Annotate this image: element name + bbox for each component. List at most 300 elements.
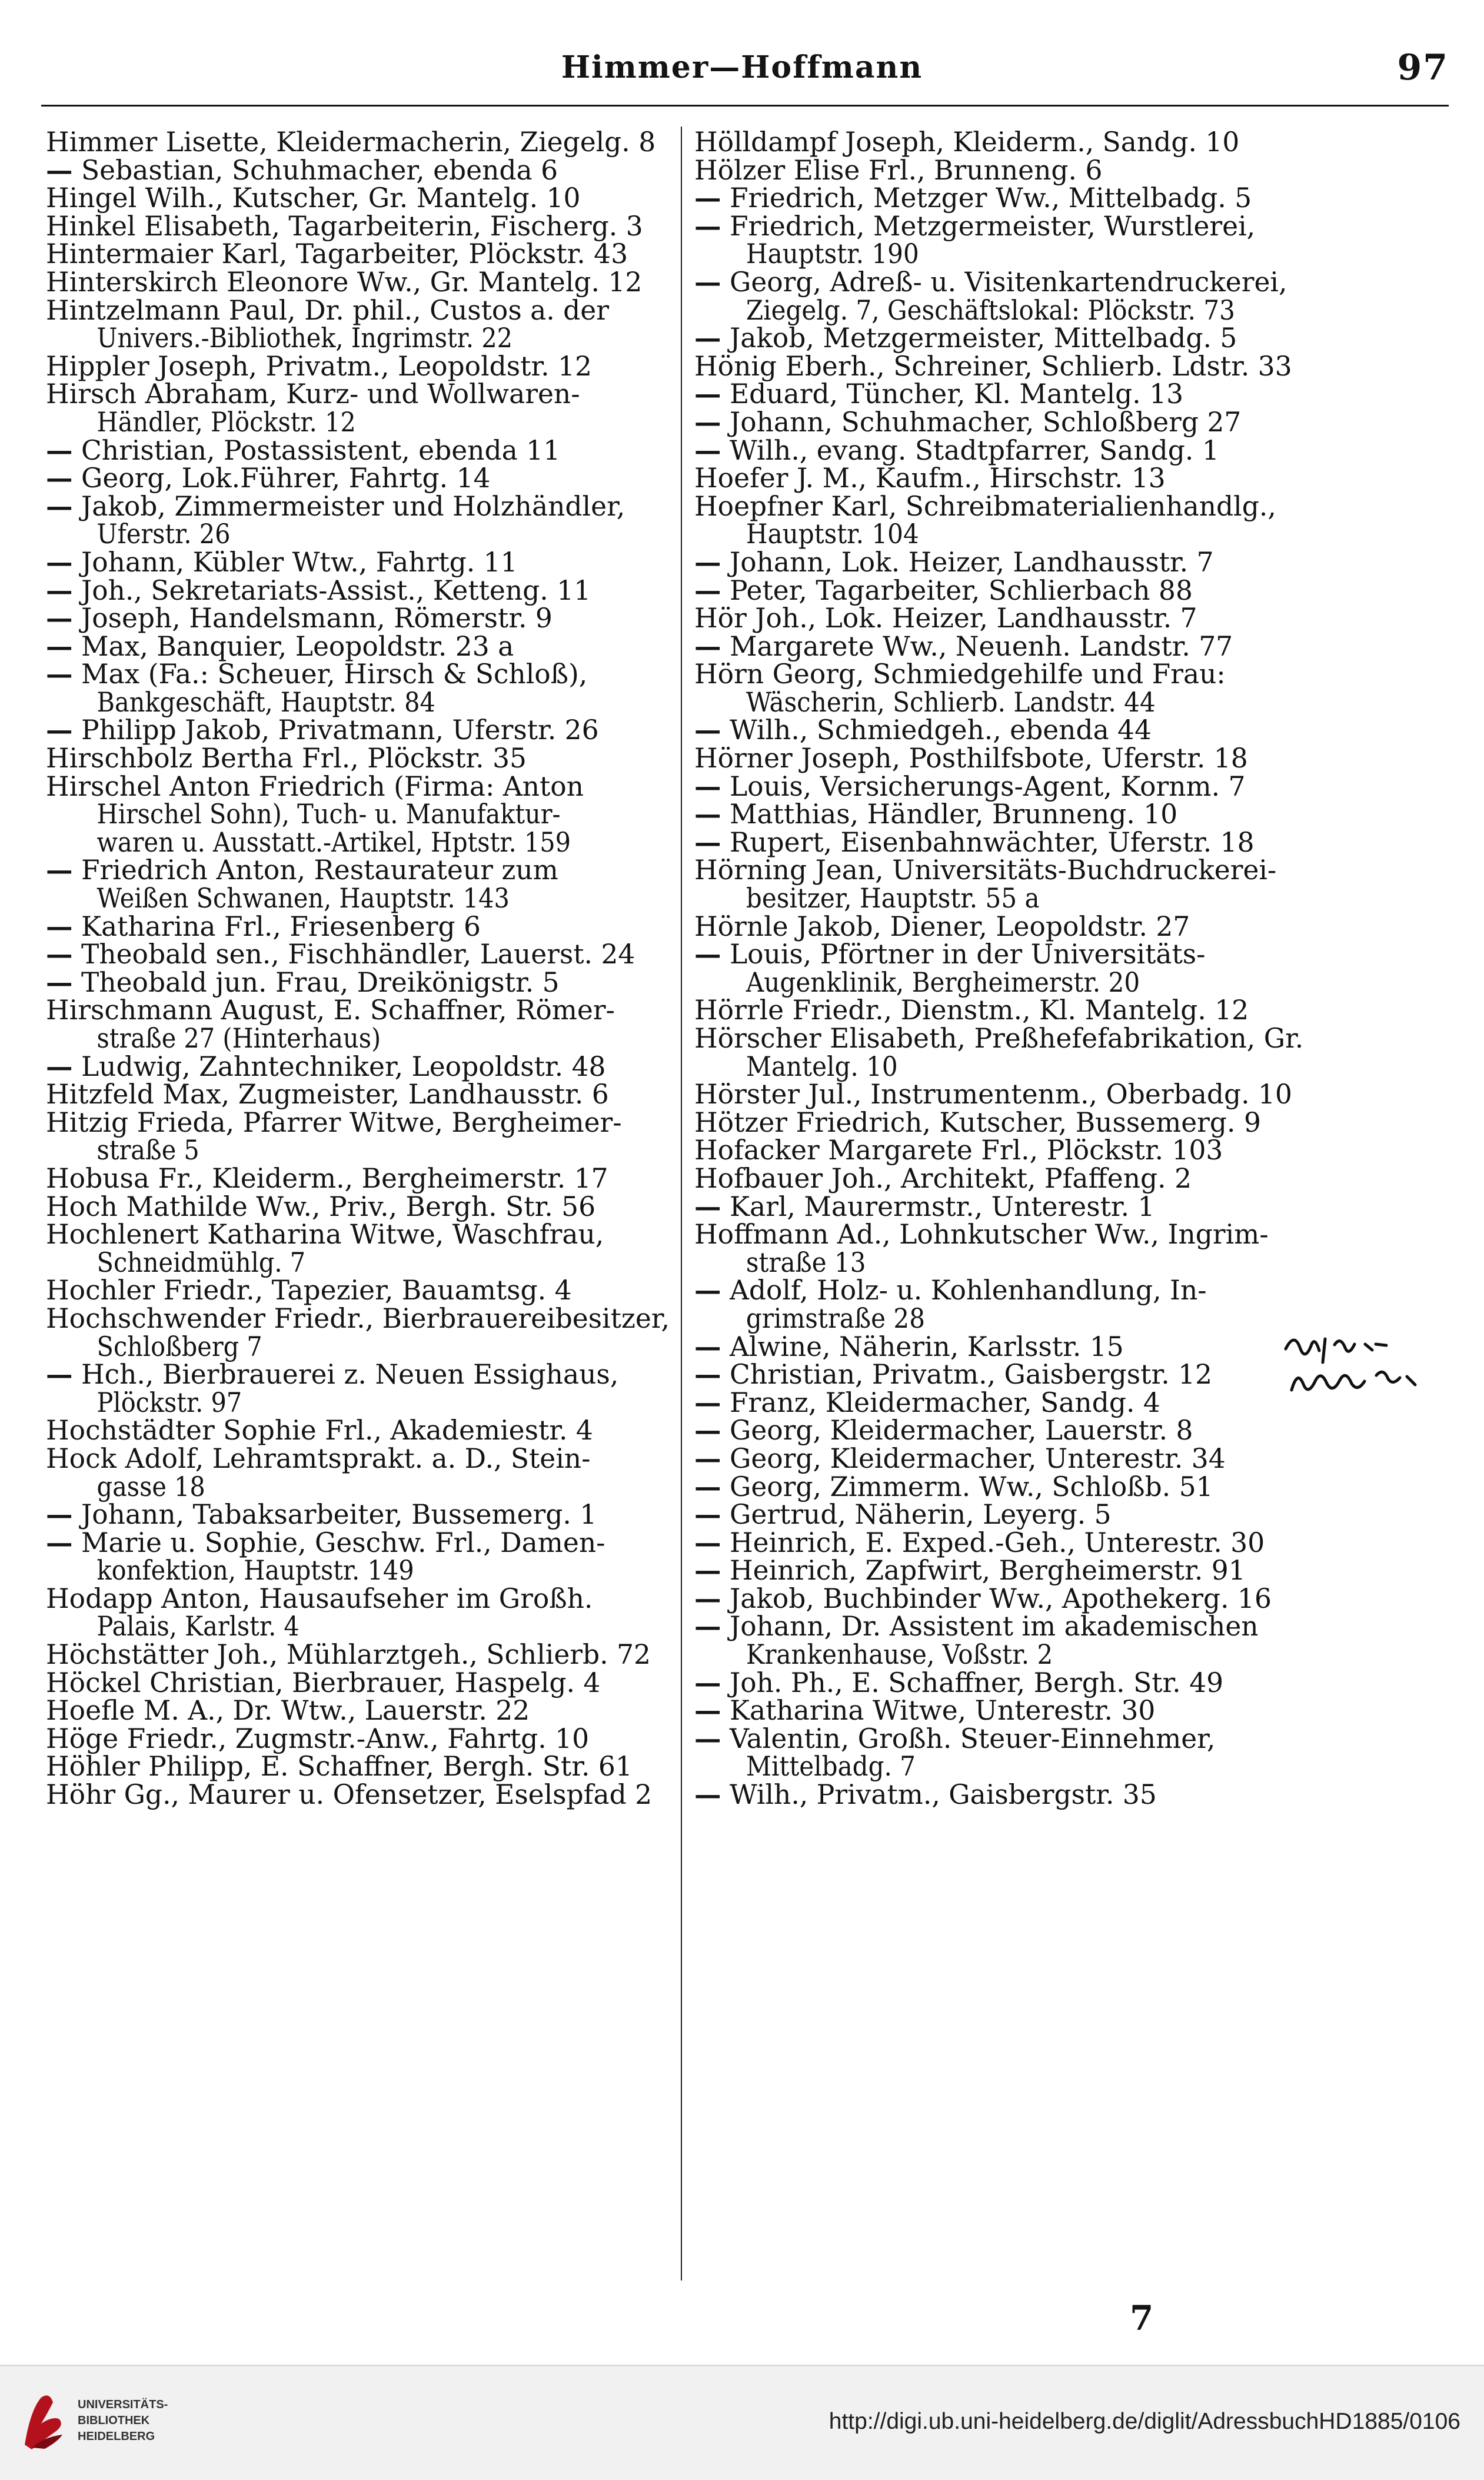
entry-line <box>694 1582 1442 1614</box>
directory-entry <box>46 1050 673 1082</box>
entry-text: Weißen Schwanen, Hauptstr. 143 <box>97 883 510 915</box>
entry-line <box>694 1610 1442 1643</box>
entry-text: Theobald sen., Fischhändler, Lauerst. 24 <box>81 939 635 970</box>
entry-line <box>46 856 673 885</box>
directory-entry <box>694 1694 1442 1727</box>
entry-text: Augenklinik, Bergheimerstr. 20 <box>746 966 1140 998</box>
entry-line <box>46 1106 673 1138</box>
directory-entry <box>694 405 1442 438</box>
entry-text: Hörn Georg, Schmiedgehilfe und Frau: <box>694 659 1226 690</box>
entry-line <box>694 490 1442 522</box>
entry-text: Hochschwender Friedr., Bierbrauereibesitzer, <box>46 1302 670 1334</box>
entry-line <box>46 1302 673 1334</box>
repeat-name-dash: — <box>694 938 721 970</box>
repeat-name-dash: — <box>46 602 73 634</box>
entry-text: Marie u. Sophie, Geschw. Frl., Damen- <box>81 1527 605 1558</box>
directory-entry <box>46 660 673 716</box>
directory-entry <box>46 1358 673 1418</box>
entry-line <box>46 464 673 493</box>
entry-continuation-line <box>46 1473 617 1501</box>
directory-entry <box>694 1470 1442 1502</box>
entry-text: gasse 18 <box>97 1471 205 1502</box>
entry-text: Hirsch Abraham, Kurz- und Wollwaren- <box>46 378 580 410</box>
entry-text: Adolf, Holz- u. Kohlenhandlung, In- <box>729 1275 1207 1307</box>
repeat-name-dash: — <box>694 1694 721 1727</box>
entry-line <box>46 548 673 577</box>
directory-entry <box>46 240 673 268</box>
directory-entry <box>694 1498 1442 1531</box>
directory-entry <box>694 1442 1442 1474</box>
directory-entry <box>694 154 1442 186</box>
signature-mark: 7 <box>1130 2298 1154 2338</box>
entry-line <box>694 1221 1442 1249</box>
entry-text: Hauptstr. 104 <box>746 518 919 550</box>
entry-continuation-line <box>46 324 617 353</box>
entry-continuation-line <box>46 1246 617 1278</box>
directory-entry <box>694 1025 1442 1081</box>
repeat-name-dash: — <box>694 770 721 802</box>
entry-line <box>694 154 1442 186</box>
left-column <box>46 128 673 1809</box>
entry-text: Wilh., Schmiedgeh., ebenda 44 <box>729 714 1152 746</box>
directory-entry <box>46 940 673 969</box>
entry-continuation-line <box>46 408 617 437</box>
entry-text: Georg, Kleidermacher, Lauerstr. 8 <box>729 1415 1193 1447</box>
entry-text: Katharina Witwe, Unterestr. 30 <box>729 1695 1156 1727</box>
directory-entry <box>46 604 673 633</box>
entry-text: Heinrich, Zapfwirt, Bergheimerstr. 91 <box>729 1555 1246 1587</box>
entry-text: Krankenhause, Voßstr. 2 <box>746 1639 1053 1671</box>
entry-line <box>694 1414 1442 1447</box>
entry-line <box>46 128 673 157</box>
entry-line <box>46 1417 673 1445</box>
entry-text: Hobusa Fr., Kleiderm., Bergheimerstr. 17 <box>46 1162 608 1194</box>
entry-line <box>694 800 1442 829</box>
repeat-name-dash: — <box>694 1778 721 1811</box>
entry-line <box>694 1778 1442 1811</box>
entry-text: Theobald jun. Frau, Dreikönigstr. 5 <box>81 966 560 998</box>
entry-line <box>46 910 673 942</box>
directory-entry <box>46 744 673 773</box>
directory-entry <box>694 800 1442 829</box>
repeat-name-dash: — <box>46 714 73 746</box>
entry-continuation-line <box>694 885 1386 913</box>
entry-text: Hirschmann August, E. Schaffner, Römer- <box>46 995 615 1026</box>
repeat-name-dash: — <box>46 966 73 998</box>
entry-continuation-line <box>46 800 617 829</box>
entry-text: Matthias, Händler, Brunneng. 10 <box>729 799 1178 830</box>
entry-text: Ludwig, Zahntechniker, Leopoldstr. 48 <box>81 1050 606 1082</box>
entry-line <box>46 184 673 212</box>
directory-entry <box>46 854 673 915</box>
repeat-name-dash: — <box>46 462 73 494</box>
repeat-name-dash: — <box>694 1554 721 1587</box>
entry-text: Hörnle Jakob, Diener, Leopoldstr. 27 <box>694 910 1190 942</box>
entry-line <box>46 490 673 522</box>
directory-entry <box>694 574 1442 606</box>
library-name-line: UNIVERSITÄTS- <box>78 2398 168 2411</box>
entry-text: Franz, Kleidermacher, Sandg. 4 <box>729 1387 1160 1418</box>
page-title: Himmer—Hoffmann <box>561 49 923 85</box>
header-rule <box>41 105 1449 107</box>
entry-text: Hoffmann Ad., Lohnkutscher Ww., Ingrim- <box>694 1219 1269 1251</box>
repeat-name-dash: — <box>694 1582 721 1614</box>
library-logo-icon <box>14 2389 73 2459</box>
entry-text: Hodapp Anton, Hausaufseher im Großh. <box>46 1583 593 1614</box>
column-divider <box>681 127 682 2280</box>
repeat-name-dash: — <box>694 630 721 662</box>
entry-line <box>46 660 673 689</box>
library-name <box>78 2397 168 2445</box>
entry-text: Max (Fa.: Scheuer, Hirsch & Schloß), <box>81 659 588 690</box>
entry-continuation-line <box>46 1333 617 1361</box>
entry-line <box>46 574 673 606</box>
entry-line <box>46 1697 673 1725</box>
entry-line <box>694 630 1442 662</box>
directory-entry <box>694 1722 1442 1783</box>
directory-entry <box>46 212 673 241</box>
directory-entry <box>46 380 673 436</box>
repeat-name-dash: — <box>694 1190 721 1222</box>
directory-entry <box>694 910 1442 942</box>
right-column <box>694 128 1442 1809</box>
entry-text: Hauptstr. 190 <box>746 238 919 270</box>
entry-text: Hirschbolz Bertha Frl., Plöckstr. 35 <box>46 743 527 774</box>
repeat-name-dash: — <box>694 1386 721 1418</box>
directory-entry <box>46 1162 673 1194</box>
repeat-name-dash: — <box>694 182 721 214</box>
directory-entry <box>694 770 1442 802</box>
entry-text: Joh. Ph., E. Schaffner, Bergh. Str. 49 <box>729 1667 1224 1698</box>
repeat-name-dash: — <box>694 378 721 410</box>
entry-continuation-line <box>694 1753 1386 1781</box>
entry-line <box>694 350 1442 382</box>
entry-text: Hofacker Margarete Frl., Plöckstr. 103 <box>694 1135 1223 1166</box>
entry-line <box>46 1781 673 1809</box>
entry-line <box>694 1554 1442 1587</box>
entry-continuation-line <box>694 240 1386 268</box>
entry-text: Händler, Plöckstr. 12 <box>97 406 356 438</box>
entry-line <box>46 966 673 998</box>
repeat-name-dash: — <box>694 1414 721 1447</box>
directory-entry <box>46 966 673 998</box>
repeat-name-dash: — <box>46 630 73 662</box>
entry-line <box>46 268 673 297</box>
entry-line <box>46 380 673 408</box>
directory-entry <box>694 630 1442 662</box>
directory-entry <box>46 630 673 662</box>
entry-text: Johann, Schuhmacher, Schloßberg 27 <box>729 406 1242 438</box>
entry-continuation-line <box>46 520 617 548</box>
entry-line <box>694 128 1442 157</box>
entry-text: Friedrich Anton, Restaurateur zum <box>81 855 558 886</box>
entry-line <box>694 212 1442 241</box>
entry-text: Hörrle Friedr., Dienstm., Kl. Mantelg. 12 <box>694 995 1249 1026</box>
directory-entry <box>694 660 1442 716</box>
entry-line <box>46 1442 673 1474</box>
entry-text: Christian, Privatm., Gaisbergstr. 12 <box>729 1359 1213 1391</box>
repeat-name-dash: — <box>694 574 721 606</box>
directory-entry <box>46 464 673 493</box>
entry-text: Louis, Versicherungs-Agent, Kornm. 7 <box>729 770 1246 802</box>
entry-text: Hölldampf Joseph, Kleiderm., Sandg. 10 <box>694 127 1240 158</box>
entry-text: Johann, Tabaksarbeiter, Bussemerg. 1 <box>81 1499 597 1531</box>
directory-entry <box>694 1610 1442 1671</box>
directory-entry <box>46 128 673 157</box>
directory-entry <box>694 380 1442 408</box>
repeat-name-dash: — <box>694 322 721 354</box>
repeat-name-dash: — <box>46 546 73 578</box>
entry-text: Heinrich, E. Exped.-Geh., Unterestr. 30 <box>729 1527 1265 1558</box>
entry-line <box>694 940 1442 969</box>
source-url-link[interactable]: http://digi.ub.uni-heidelberg.de/diglit/AdressbuchHD1885/0106 <box>828 2409 1460 2434</box>
entry-text: Georg, Adreß- u. Visitenkartendruckerei, <box>729 266 1287 298</box>
directory-entry <box>694 1106 1442 1138</box>
entry-line <box>46 350 673 382</box>
entry-line <box>694 1526 1442 1558</box>
directory-entry <box>46 716 673 744</box>
entry-line <box>46 716 673 744</box>
repeat-name-dash: — <box>46 658 73 690</box>
entry-line <box>46 630 673 662</box>
entry-line <box>46 1753 673 1781</box>
repeat-name-dash: — <box>694 1526 721 1558</box>
entry-text: Wäscherin, Schlierb. Landstr. 44 <box>746 686 1156 718</box>
repeat-name-dash: — <box>694 265 721 298</box>
directory-entry <box>694 1554 1442 1587</box>
entry-line <box>694 1276 1442 1305</box>
repeat-name-dash: — <box>694 1358 721 1391</box>
entry-text: Univers.-Bibliothek, Ingrimstr. 22 <box>97 323 513 354</box>
entry-line <box>46 212 673 241</box>
directory-entry <box>694 855 1442 915</box>
entry-line <box>694 405 1442 438</box>
entry-line <box>694 826 1442 858</box>
directory-entry <box>46 1276 673 1305</box>
entry-text: Johann, Lok. Heizer, Landhausstr. 7 <box>729 546 1214 578</box>
entry-text: Peter, Tagarbeiter, Schlierbach 88 <box>729 574 1193 606</box>
entry-text: Bankgeschäft, Hauptstr. 84 <box>97 686 435 718</box>
entry-text: Hingel Wilh., Kutscher, Gr. Mantelg. 10 <box>46 182 581 214</box>
directory-entry <box>694 184 1442 212</box>
entry-continuation-line <box>694 520 1386 548</box>
directory-entry <box>46 548 673 577</box>
directory-entry <box>694 490 1442 550</box>
repeat-name-dash: — <box>46 574 73 606</box>
entry-text: Hochler Friedr., Tapezier, Bauamtsg. 4 <box>46 1275 572 1307</box>
entry-continuation-line <box>46 1136 617 1165</box>
directory-entry <box>46 1725 673 1753</box>
entry-line <box>694 1106 1442 1138</box>
repeat-name-dash: — <box>694 405 721 438</box>
repeat-name-dash: — <box>46 1358 73 1391</box>
page-header <box>35 35 1449 100</box>
entry-line <box>46 770 673 802</box>
entry-text: Hirschel Anton Friedrich (Firma: Anton <box>46 770 584 802</box>
entry-line <box>694 434 1442 466</box>
directory-entry <box>694 1666 1442 1698</box>
repeat-name-dash: — <box>694 1470 721 1502</box>
entry-text: Christian, Postassistent, ebenda 11 <box>81 434 561 466</box>
entry-line <box>694 380 1442 408</box>
directory-entry <box>46 770 673 858</box>
entry-text: Höckel Christian, Bierbrauer, Haspelg. 4 <box>46 1667 601 1698</box>
entry-text: Jakob, Buchbinder Ww., Apothekerg. 16 <box>729 1583 1272 1614</box>
entry-line <box>694 770 1442 802</box>
entry-text: Hch., Bierbrauerei z. Neuen Essighaus, <box>81 1359 619 1391</box>
entry-continuation-line <box>694 1050 1386 1082</box>
entry-text: Hintermaier Karl, Tagarbeiter, Plöckstr. 43 <box>46 238 628 270</box>
entry-line <box>46 1725 673 1753</box>
directory-entry <box>46 1669 673 1697</box>
entry-text: Höhr Gg., Maurer u. Ofensetzer, Eselspfad 2 <box>46 1779 653 1811</box>
directory-entry <box>694 350 1442 382</box>
entry-text: Hoefer J. M., Kaufm., Hirschstr. 13 <box>694 463 1166 494</box>
entry-text: Katharina Frl., Friesenberg 6 <box>81 910 481 942</box>
entry-line <box>46 1162 673 1194</box>
entry-text: Georg, Lok.Führer, Fahrtg. 14 <box>81 463 491 494</box>
entry-text: Ziegelg. 7, Geschäftslokal: Plöckstr. 73 <box>746 294 1235 326</box>
library-name-line: HEIDELBERG <box>78 2430 155 2443</box>
library-name-line: BIBLIOTHEK <box>78 2414 150 2427</box>
repeat-name-dash: — <box>46 490 73 522</box>
entry-text: Hippler Joseph, Privatm., Leopoldstr. 12 <box>46 350 592 382</box>
entry-text: Philipp Jakob, Privatmann, Uferstr. 26 <box>81 714 599 746</box>
entry-line <box>46 1193 673 1221</box>
directory-entry <box>46 490 673 550</box>
entry-continuation-line <box>694 966 1386 998</box>
entry-text: Johann, Kübler Wtw., Fahrtg. 11 <box>81 546 518 578</box>
directory-entry <box>694 464 1442 493</box>
entry-line <box>46 1669 673 1697</box>
directory-entry <box>694 1136 1442 1165</box>
entry-line <box>694 1470 1442 1502</box>
directory-entry <box>46 1753 673 1781</box>
entry-text: Hötzer Friedrich, Kutscher, Bussemerg. 9 <box>694 1106 1261 1138</box>
entry-continuation-line <box>694 1641 1386 1669</box>
entry-text: Schloßberg 7 <box>97 1331 262 1362</box>
repeat-name-dash: — <box>694 1498 721 1531</box>
entry-text: Hochlenert Katharina Witwe, Waschfrau, <box>46 1219 604 1251</box>
repeat-name-dash: — <box>46 154 73 186</box>
entry-text: konfektion, Hauptstr. 149 <box>97 1555 414 1587</box>
entry-line <box>694 1694 1442 1727</box>
directory-entry <box>46 574 673 606</box>
entry-text: Max, Banquier, Leopoldstr. 23 a <box>81 630 514 662</box>
entry-line <box>694 604 1442 633</box>
directory-entry <box>46 1526 673 1587</box>
entry-line <box>694 464 1442 493</box>
entry-text: Plöckstr. 97 <box>97 1387 242 1418</box>
handwritten-annotation <box>1280 1319 1468 1408</box>
entry-line <box>46 1526 673 1558</box>
entry-text: Hönig Eberh., Schreiner, Schlierb. Ldstr. 33 <box>694 350 1292 382</box>
directory-entry <box>46 910 673 942</box>
directory-entry <box>46 350 673 382</box>
entry-text: Wilh., evang. Stadtpfarrer, Sandg. 1 <box>729 434 1219 466</box>
entry-line <box>694 660 1442 689</box>
directory-entry <box>694 1414 1442 1447</box>
repeat-name-dash: — <box>694 798 721 830</box>
directory-entry <box>46 1193 673 1221</box>
entry-continuation-line <box>46 1389 617 1417</box>
entry-line <box>694 856 1442 885</box>
entry-text: Georg, Zimmerm. Ww., Schloßb. 51 <box>729 1471 1213 1502</box>
directory-entry <box>694 826 1442 858</box>
entry-line <box>694 265 1442 298</box>
entry-continuation-line <box>694 1246 1386 1278</box>
entry-text: Eduard, Tüncher, Kl. Mantelg. 13 <box>729 378 1184 410</box>
entry-text: Hinkel Elisabeth, Tagarbeiterin, Fischerg. 3 <box>46 210 643 242</box>
repeat-name-dash: — <box>694 1722 721 1754</box>
entry-line <box>46 154 673 186</box>
entry-text: Friedrich, Metzgermeister, Wurstlerei, <box>729 210 1256 242</box>
repeat-name-dash: — <box>694 546 721 578</box>
entry-text: Schneidmühlg. 7 <box>97 1246 306 1278</box>
directory-entry <box>46 1442 673 1502</box>
entry-line <box>694 1162 1442 1194</box>
entry-text: Georg, Kleidermacher, Unterestr. 34 <box>729 1442 1226 1474</box>
entry-continuation-line <box>46 885 617 913</box>
entry-text: Hörster Jul., Instrumentenm., Oberbadg. 10 <box>694 1079 1292 1111</box>
page-number: 97 <box>1397 47 1449 88</box>
entry-text: Rupert, Eisenbahnwächter, Uferstr. 18 <box>729 826 1255 858</box>
entry-line <box>694 1081 1442 1109</box>
entry-line <box>694 996 1442 1025</box>
repeat-name-dash: — <box>46 854 73 886</box>
entry-text: besitzer, Hauptstr. 55 a <box>746 883 1040 915</box>
directory-entry <box>694 996 1442 1025</box>
entry-text: Palais, Karlstr. 4 <box>97 1611 300 1643</box>
entry-continuation-line <box>46 1557 617 1585</box>
entry-text: Friedrich, Metzger Ww., Mittelbadg. 5 <box>729 182 1252 214</box>
entry-continuation-line <box>46 1025 617 1053</box>
repeat-name-dash: — <box>694 434 721 466</box>
repeat-name-dash: — <box>46 1050 73 1082</box>
entry-text: Uferstr. 26 <box>97 518 231 550</box>
entry-text: Hitzfeld Max, Zugmeister, Landhausstr. 6 <box>46 1079 609 1111</box>
entry-text: Mittelbadg. 7 <box>746 1751 916 1783</box>
repeat-name-dash: — <box>46 1498 73 1531</box>
repeat-name-dash: — <box>694 826 721 858</box>
directory-entry <box>694 604 1442 633</box>
entry-text: Hoepfner Karl, Schreibmaterialienhandlg., <box>694 490 1276 522</box>
entry-line <box>46 604 673 633</box>
entry-line <box>46 940 673 969</box>
directory-entry <box>46 154 673 186</box>
repeat-name-dash: — <box>694 1330 721 1362</box>
directory-entry <box>46 294 673 354</box>
entry-text: Höge Friedr., Zugmstr.-Anw., Fahrtg. 10 <box>46 1723 590 1754</box>
entry-text: Hölzer Elise Frl., Brunneng. 6 <box>694 154 1103 186</box>
directory-entry <box>694 212 1442 268</box>
directory-entry <box>46 1417 673 1445</box>
entry-text: Wilh., Privatm., Gaisbergstr. 35 <box>729 1779 1157 1811</box>
entry-text: Margarete Ww., Neuenh. Landstr. 77 <box>729 630 1233 662</box>
entry-continuation-line <box>46 826 617 858</box>
entry-text: Hofbauer Joh., Architekt, Pfaffeng. 2 <box>694 1162 1192 1194</box>
entry-line <box>46 1641 673 1669</box>
entry-line <box>46 1050 673 1082</box>
entry-text: Jakob, Zimmermeister und Holzhändler, <box>81 490 625 522</box>
entry-text: Hitzig Frieda, Pfarrer Witwe, Bergheimer- <box>46 1106 622 1138</box>
entry-text: Hintzelmann Paul, Dr. phil., Custos a. der <box>46 294 609 326</box>
entry-line <box>694 1025 1442 1053</box>
directory-entry <box>46 1498 673 1531</box>
directory-entry <box>694 1778 1442 1811</box>
repeat-name-dash: — <box>46 434 73 466</box>
entry-line <box>694 548 1442 577</box>
